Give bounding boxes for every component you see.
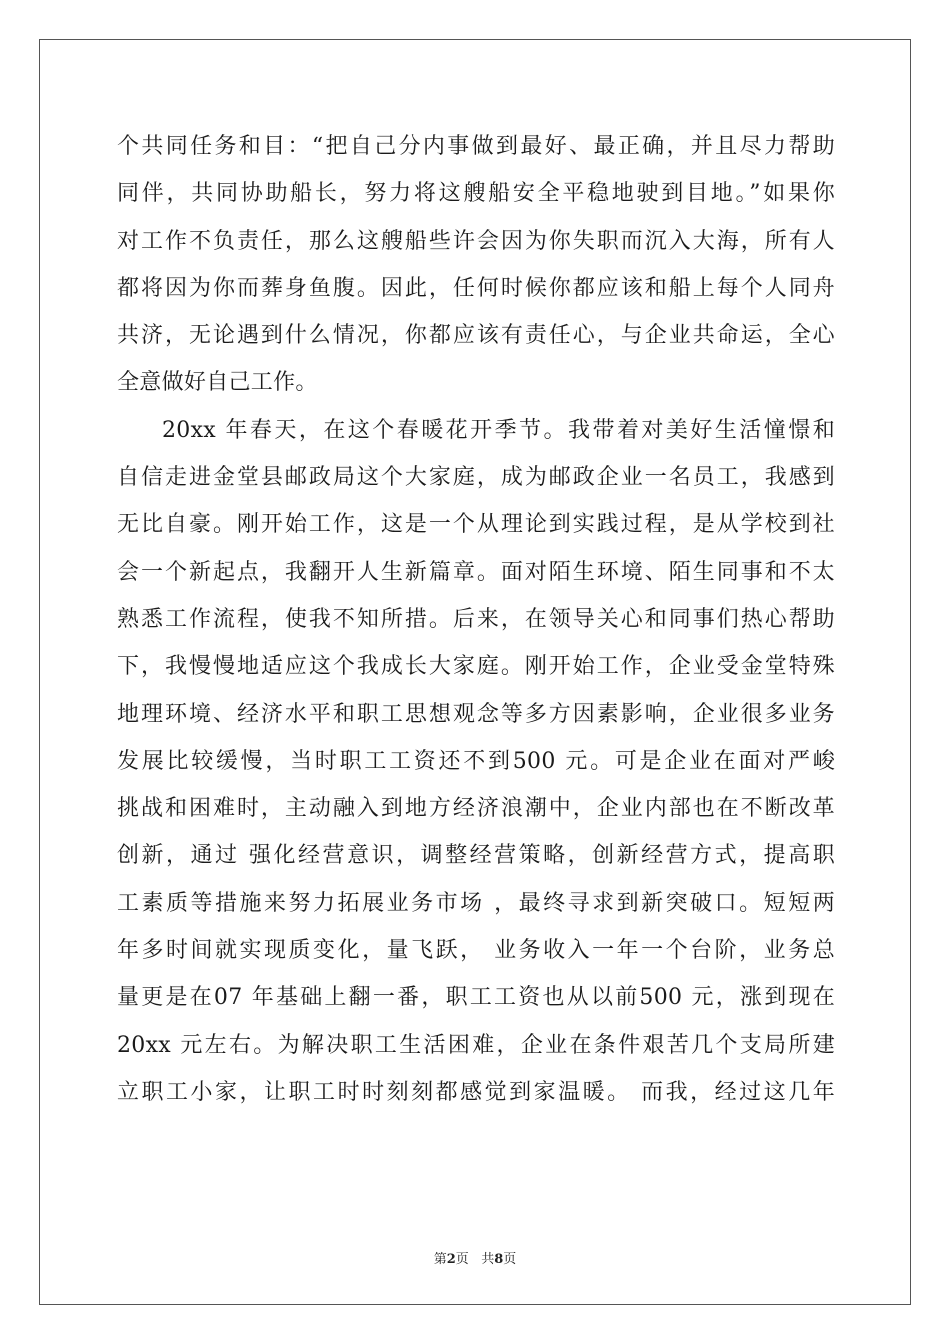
text-line: 地理环境、经济水平和职工思想观念等多方因素影响，企业很多业务: [117, 701, 835, 727]
paragraph-first-line: 20xx 年春天，在这个春暖花开季节。我带着对美好生活憧憬和: [162, 417, 835, 443]
text-line: 无比自豪。刚开始工作，这是一个从理论到实践过程，是从学校到社: [117, 512, 835, 538]
text-line: 立职工小家，让职工时时刻刻都感觉到家温暖。 而我，经过这几年: [117, 1079, 835, 1105]
text-line: 量更是在07 年基础上翻一番，职工工资也从以前500 元，涨到现在: [117, 985, 835, 1011]
text-line: 共济，无论遇到什么情况，你都应该有责任心，与企业共命运，全心: [117, 323, 835, 349]
page-footer: [0, 1248, 950, 1267]
footer-total-prefix: 共: [481, 1252, 495, 1267]
text-line: 同伴，共同协助船长，努力将这艘船安全平稳地驶到目地。”如果你: [117, 181, 835, 207]
text-line: 下，我慢慢地适应这个我成长大家庭。刚开始工作，企业受金堂特殊: [117, 654, 835, 680]
document-body: [117, 123, 835, 1116]
footer-page-prefix: 第: [433, 1252, 447, 1267]
text-line: 发展比较缓慢，当时职工工资还不到500 元。可是企业在面对严峻: [117, 748, 835, 774]
text-line: 年多时间就实现质变化，量飞跃， 业务收入一年一个台阶，业务总: [117, 938, 835, 964]
text-line: 20xx 元左右。为解决职工生活困难，企业在条件艰苦几个支局所建: [117, 1032, 835, 1058]
footer-total-unit: 页: [503, 1252, 517, 1267]
text-line: 熟悉工作流程，使我不知所措。后来，在领导关心和同事们热心帮助: [117, 606, 835, 632]
text-line: 创新，通过 强化经营意识，调整经营策略，创新经营方式，提高职: [117, 843, 835, 869]
text-line: 挑战和困难时，主动融入到地方经济浪潮中，企业内部也在不断改革: [117, 796, 835, 822]
footer-page-unit: 页: [455, 1252, 469, 1267]
text-line: 全意做好自己工作。: [117, 370, 318, 396]
text-line: 都将因为你而葬身鱼腹。因此，任何时候你都应该和船上每个人同舟: [117, 275, 835, 301]
text-line: 自信走进金堂县邮政局这个大家庭，成为邮政企业一名员工，我感到: [117, 465, 835, 491]
text-line: 工素质等措施来努力拓展业务市场 ，最终寻求到新突破口。短短两: [117, 890, 835, 916]
footer-page-number: 2: [446, 1252, 456, 1267]
text-line: 对工作不负责任，那么这艘船些许会因为你失职而沉入大海，所有人: [117, 228, 835, 254]
footer-total-pages: 8: [494, 1252, 504, 1267]
text-line: 会一个新起点，我翻开人生新篇章。面对陌生环境、陌生同事和不太: [117, 559, 835, 585]
text-line: 个共同任务和目：“把自己分内事做到最好、最正确，并且尽力帮助: [117, 134, 835, 159]
